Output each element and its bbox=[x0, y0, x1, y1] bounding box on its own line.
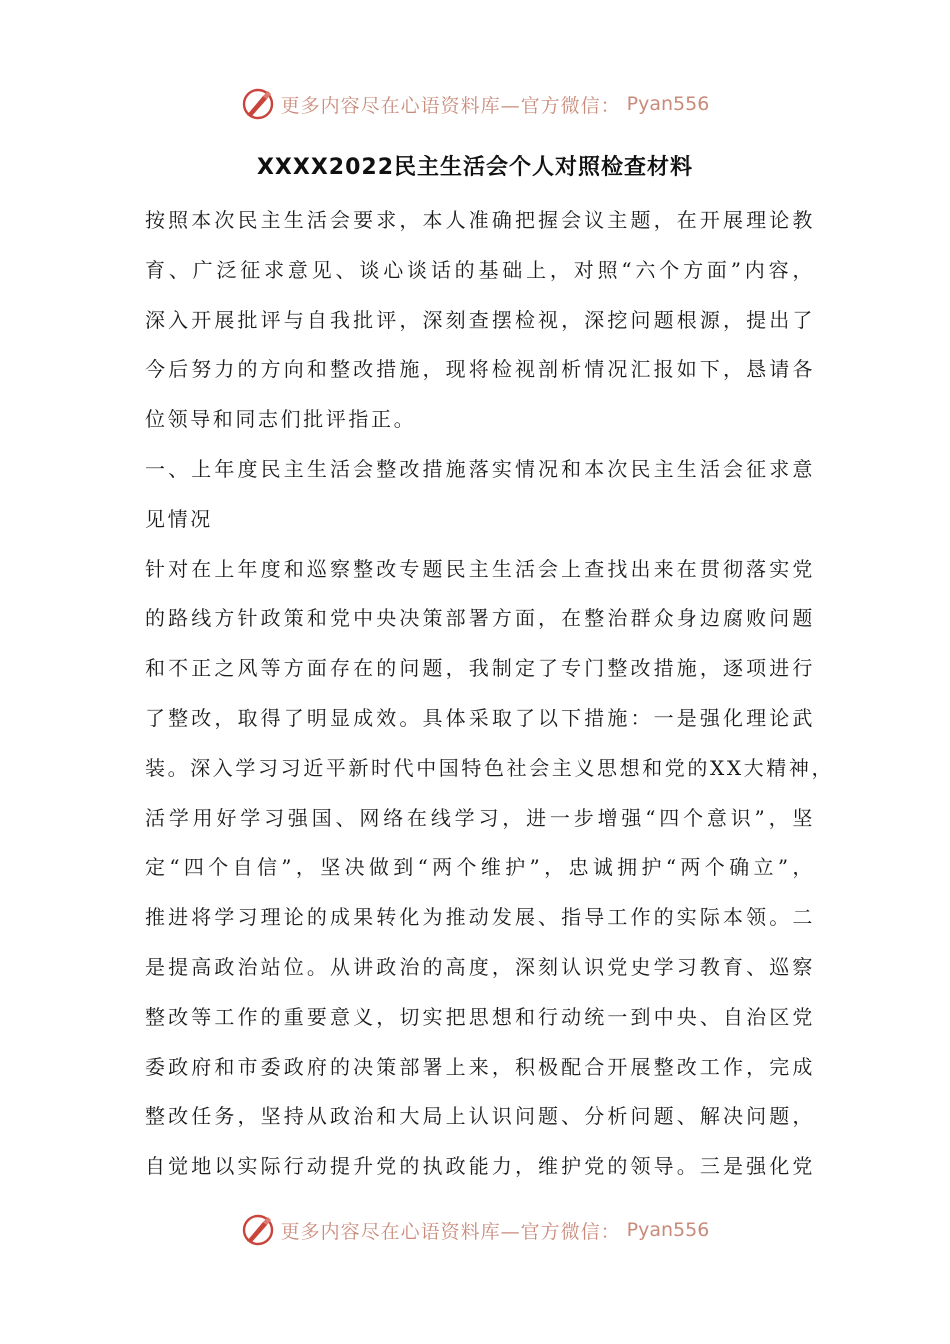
document-title: XXXX2022民主生活会个人对照检查材料 bbox=[256, 155, 694, 180]
text-line: 深入开展批评与自我批评，深刻查摆检视，深挖问题根源，提出了 bbox=[145, 307, 815, 332]
text-line: 按照本次民主生活会要求，本人准确把握会议主题，在开展理论教 bbox=[145, 208, 815, 232]
text-line: 委政府和市委政府的决策部署上来，积极配合开展整改工作，完成 bbox=[145, 1054, 815, 1079]
text-line: 装。深入学习习近平新时代中国特色社会主义思想和党的XX大精神， bbox=[145, 755, 835, 780]
text-line: 育、广泛征求意见、谈心谈话的基础上，对照“六个方面”内容， bbox=[145, 257, 815, 282]
watermark-footer bbox=[0, 1210, 950, 1250]
text-line: 的路线方针政策和党中央决策部署方面，在整治群众身边腐败问题 bbox=[145, 606, 815, 631]
pen-logo-icon bbox=[241, 87, 275, 121]
text-line: 定“四个自信”，坚决做到“两个维护”，忠诚拥护“两个确立”， bbox=[145, 855, 815, 880]
text-line: 活学用好学习强国、网络在线学习，进一步增强“四个意识”，坚 bbox=[145, 805, 815, 830]
text-line: 今后努力的方向和整改措施，现将检视剖析情况汇报如下，恳请各 bbox=[145, 357, 815, 382]
text-line: 自觉地以实际行动提升党的执政能力，维护党的领导。三是强化党 bbox=[145, 1154, 815, 1179]
text-line: 和不正之风等方面存在的问题，我制定了专门整改措施，逐项进行 bbox=[145, 656, 815, 681]
text-line: 整改任务，坚持从政治和大局上认识问题、分析问题、解决问题， bbox=[145, 1104, 815, 1129]
watermark-id: Pyan556 bbox=[626, 93, 710, 115]
section-heading-line: 见情况 bbox=[145, 506, 213, 531]
text-line: 位领导和同志们批评指正。 bbox=[145, 407, 417, 432]
text-line: 是提高政治站位。从讲政治的高度，深刻认识党史学习教育、巡察 bbox=[145, 954, 815, 979]
watermark-id: Pyan556 bbox=[626, 1219, 710, 1241]
text-line: 推进将学习理论的成果转化为推动发展、指导工作的实际本领。二 bbox=[145, 905, 815, 930]
text-line: 针对在上年度和巡察整改专题民主生活会上查找出来在贯彻落实党 bbox=[145, 556, 815, 581]
text-line: 了整改，取得了明显成效。具体采取了以下措施：一是强化理论武 bbox=[145, 705, 815, 730]
watermark-text: 更多内容尽在心语资料库—官方微信： bbox=[280, 94, 621, 117]
watermark-header bbox=[0, 84, 950, 124]
section-heading-line: 一、上年度民主生活会整改措施落实情况和本次民主生活会征求意 bbox=[145, 456, 815, 481]
pen-logo-icon bbox=[241, 1213, 275, 1247]
document-body bbox=[145, 196, 835, 1192]
text-line: 整改等工作的重要意义，切实把思想和行动统一到中央、自治区党 bbox=[145, 1004, 815, 1029]
watermark-text: 更多内容尽在心语资料库—官方微信： bbox=[280, 1220, 621, 1243]
